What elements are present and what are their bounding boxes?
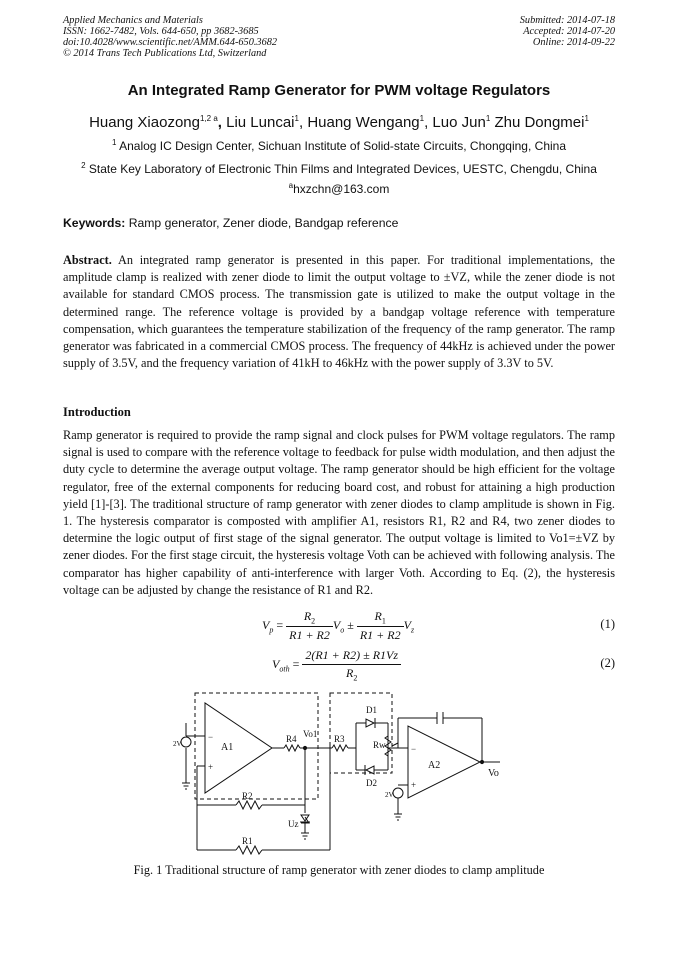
label-minus-a1: − — [208, 732, 214, 742]
voltage-source-left — [181, 737, 191, 747]
author-name: Huang Wengang — [307, 114, 420, 131]
label-a2: A2 — [428, 760, 441, 771]
label-a1: A1 — [221, 742, 234, 753]
author-name: Liu Luncai — [226, 114, 295, 131]
resistor-r3 — [332, 745, 348, 751]
author-sup: 1 — [294, 114, 299, 123]
section-heading-introduction: Introduction — [63, 405, 131, 419]
clamp-block — [330, 693, 392, 773]
label-vo: Vo — [488, 768, 499, 779]
label-minus-a2: − — [411, 744, 417, 754]
abstract-text: An integrated ramp generator is presented in this paper. For traditional implementations, the amplitude clamp is realized with zener diode to limit the output voltage to ±VZ, while the zener diode is not available for standard CMOS process. The transmission gate is utilized to make the output voltage in the determined range. The reference voltage is provided by a bandgap voltage reference with temperature compensation, which guarantees the temperature stabilization of the frequency of the ramp generator. The ramp generator was fabricated in a commercial CMOS process. The frequency of 44kHz is achieved under the power supply of 3.5V, and the frequency variation of 41kH to 46kHz with the power supply of 3.3V to 5V. — [63, 253, 615, 371]
online-date: Online: 2014-09-22 — [532, 37, 615, 48]
author-email: $^a$hxzchn@163.com — [288, 181, 390, 196]
label-r4: R4 — [286, 734, 297, 744]
fraction: $\frac{R_1}{R1 + R2}$ — [357, 609, 404, 643]
abstract-label: Abstract. — [63, 253, 112, 267]
circuit-diagram — [0, 688, 678, 858]
abstract — [63, 252, 615, 372]
author-name: Huang Xiaozong — [89, 114, 200, 131]
equation-2: $V_{oth}$ = $\frac{2(R1 + R2) \pm R1Vz}{R_2}$ — [272, 648, 401, 682]
figure-caption: Fig. 1 Traditional structure of ramp generator with zener diodes to clamp amplitude — [133, 863, 545, 877]
voltage-source-right — [393, 788, 403, 798]
copyright-line: © 2014 Trans Tech Publications Ltd, Switzerland — [63, 48, 267, 59]
amplifier-a2 — [408, 726, 480, 798]
resistor-r2 — [236, 801, 262, 809]
introduction-text: Ramp generator is required to provide the ramp signal and clock pulses for PWM voltage regulators. The ramp signal is used to compare with the reference voltage to feedback for pulse width modulation, and then adjust the duty cycle to determine the average output voltage. The ramp generator should be high efficient for the voltage regulator, free of the external components for reducing board cost, and robust for attaining a high production yield [1]-[3]. The traditional structure of ramp generator with zener diodes to clamp amplitude is shown in Fig. 1. The hysteresis comparator is composted with amplifier A1, resistors R1, R2 and R4, two zener diodes to determine the logic output of first stage of the signal generator. The output voltage is limited to Vo1=±VZ by zener diodes. For the first stage circuit, the hysteresis voltage Voth can be achieved with following analysis. The comparator has higher capability of anti-interference with larger Voth. According to Eq. (2), the hysteresis voltage can be adjusted by change the resistance of R1 and R2. — [63, 428, 615, 597]
equation-1: $V_p$ = $\frac{R_2}{R1 + R2}$ $V_o$ ± $\frac{R_1}{R1 + R2}$ $V_z$ — [262, 609, 415, 643]
doi-line: doi:10.4028/www.scientific.net/AMM.644-650.3682 — [63, 37, 278, 48]
label-uz: Uz — [288, 819, 299, 829]
label-d2: D2 — [366, 778, 377, 788]
fraction: $\frac{2(R1 + R2) \pm R1Vz}{R_2}$ — [302, 648, 401, 682]
keywords — [63, 216, 615, 230]
diode-d1 — [366, 719, 374, 727]
author-list: Huang Xiaozong$^{1,2 a}$, Liu Luncai$^1$, Huang Wengang$^1$, Luo Jun$^1$ Zhu Dongmei$^1$ — [89, 114, 589, 131]
label-r3: R3 — [334, 734, 345, 744]
paper-title: An Integrated Ramp Generator for PWM voltage Regulators — [127, 82, 551, 99]
resistor-r1 — [236, 846, 262, 854]
resistor-r4 — [284, 745, 300, 751]
author-sup: 1,2 a — [199, 114, 218, 123]
dates-header — [520, 15, 615, 48]
keywords-text: Ramp generator, Zener diode, Bandgap reference — [128, 216, 399, 230]
label-src-left: 2V — [173, 740, 182, 748]
author-sup: 1 — [419, 114, 425, 123]
amplifier-a1 — [205, 703, 272, 793]
equation-2-number: (2) — [600, 656, 615, 670]
fraction: $\frac{R_2}{R1 + R2}$ — [286, 609, 333, 643]
label-rw: Rw — [373, 740, 386, 750]
label-r1: R1 — [242, 836, 253, 846]
label-src-right: 2V — [385, 791, 394, 799]
author-sup: 1 — [584, 114, 589, 123]
issn-line: ISSN: 1662-7482, Vols. 644-650, pp 3682-3685 — [63, 26, 259, 37]
label-d1: D1 — [366, 705, 377, 715]
label-plus-a2: + — [411, 780, 417, 790]
zener-uz — [301, 815, 309, 821]
affiliation-1: $^1$ Analog IC Design Center, Sichuan Institute of Solid-state Circuits, Chongqing, China — [111, 138, 567, 153]
affiliation-2: $^2$ State Key Laboratory of Electronic Thin Films and Integrated Devices, UESTC, Chengdu, China — [81, 161, 597, 176]
author-name: Zhu Dongmei — [494, 114, 585, 131]
author-sup: 1 — [485, 114, 491, 123]
node-vo — [480, 760, 483, 763]
label-vo1: Vo1 — [303, 729, 318, 739]
label-plus-a1: + — [208, 762, 214, 772]
keywords-label: Keywords: — [63, 216, 126, 230]
accepted-date: Accepted: 2014-07-20 — [523, 26, 615, 37]
author-name: Luo Jun — [432, 114, 486, 131]
journal-name: Applied Mechanics and Materials — [63, 15, 203, 26]
journal-header — [63, 15, 277, 59]
submitted-date: Submitted: 2014-07-18 — [519, 15, 615, 26]
label-r2: R2 — [242, 791, 253, 801]
equation-1-number: (1) — [600, 617, 615, 631]
